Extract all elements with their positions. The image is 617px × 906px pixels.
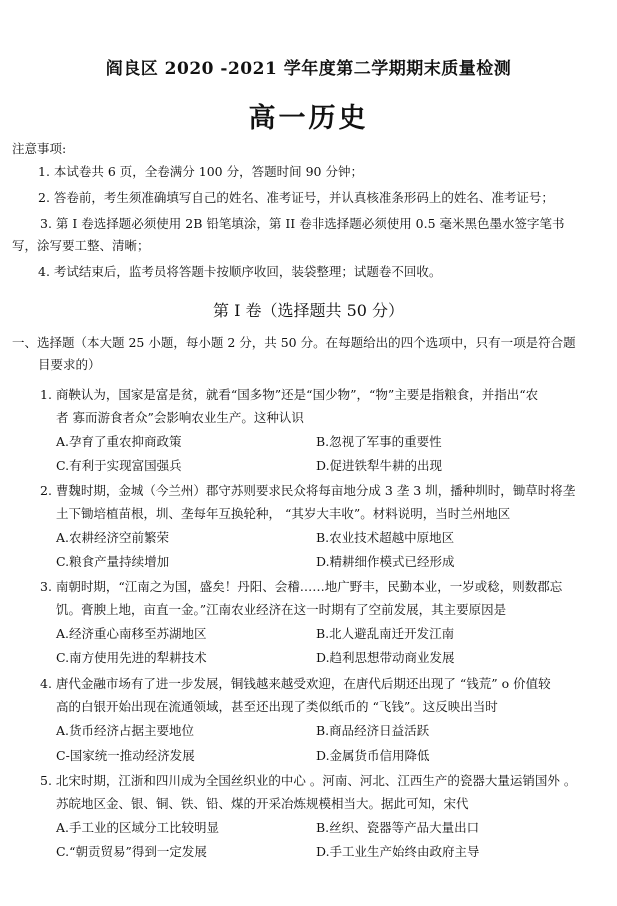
note-item: 4. 考试结束后，监考员将答题卡按顺序收回，装袋整理；试题卷不回收。	[38, 264, 442, 279]
section-intro-continued: 目要求的）	[38, 357, 101, 372]
question-1-option-a: A.孕育了重农抑商政策	[56, 434, 182, 449]
question-4-option-c: C-国家统一推动经济发展	[56, 748, 195, 763]
question-3-option-c: C.南方使用先进的犁耕技术	[56, 650, 207, 665]
question-3-option-a: A.经济重心南移至苏湖地区	[56, 626, 207, 641]
question-1-option-c: C.有利于实现富国强兵	[56, 458, 182, 473]
question-3-stem: 3. 南朝时期，“江南之为国，盛矣！丹阳、会稽……地广野丰，民勤本业，一岁或稔，则数郡忘	[40, 579, 563, 594]
subject-title: 高一历史	[248, 103, 369, 134]
question-4-stem: 4. 唐代金融市场有了进一步发展，铜钱越来越受欢迎，在唐代后期还出现了 “钱荒” o 价值较	[40, 676, 551, 691]
section-intro: 一、选择题（本大题 25 小题，每小题 2 分，共 50 分。在每题给出的四个选项中，只有一项是符合题	[12, 335, 576, 350]
question-5-stem-continued: 苏皖地区金、银、铜、铁、铅、煤的开采冶炼规模相当大。据此可知，宋代	[56, 796, 469, 811]
question-1-option-b: B.忽视了军事的重要性	[316, 434, 442, 449]
question-1-option-d: D.促进铁犁牛耕的出现	[316, 458, 443, 473]
exam-title: 阎良区 2020 -2021 学年度第二学期期末质量检测	[105, 59, 512, 79]
question-5-option-c: C.“朝贡贸易”得到一定发展	[56, 844, 207, 859]
question-4-stem-continued: 高的白银开始出现在流通领域，甚至还出现了类似纸币的 “飞钱”。这反映出当时	[56, 699, 498, 714]
note-item: 2. 答卷前，考生须准确填写自己的姓名、准考证号，并认真核准条形码上的姓名、准考证号；	[38, 190, 554, 205]
note-item: 3. 第 I 卷选择题必须使用 2B 铅笔填涂，第 II 卷非选择题必须使用 0.5 毫米黑色墨水签字笔书	[40, 216, 565, 231]
question-1-stem-continued: 者 寡而游食者众”会影响农业生产。这种认识	[56, 410, 304, 425]
notes-heading: 注意事项:	[12, 141, 67, 156]
section-title: 第 I 卷（选择题共 50 分）	[212, 301, 405, 320]
question-4-option-b: B.商品经济日益活跃	[316, 723, 430, 738]
question-2-stem-continued: 土下锄培植苗根，圳、垄每年互换轮种， “其岁大丰收”。材料说明，当时兰州地区	[56, 506, 511, 521]
question-2-option-d: D.精耕细作模式已经形成	[316, 554, 455, 569]
question-3-option-d: D.趋利思想带动商业发展	[316, 650, 455, 665]
question-2-option-a: A.农耕经济空前繁荣	[56, 530, 170, 545]
question-5-stem: 5. 北宋时期，江浙和四川成为全国丝织业的中心 。河南、河北、江西生产的瓷器大量运销国外 。	[40, 773, 577, 788]
note-item-continued: 写，涂写要工整、清晰；	[12, 238, 150, 253]
question-3-stem-continued: 饥。膏腴上地，亩直一金。”江南农业经济在这一时期有了空前发展，其主要原因是	[56, 602, 507, 617]
question-3-option-b: B.北人避乱南迁开发江南	[316, 626, 455, 641]
question-5-option-b: B.丝织、瓷器等产品大量出口	[316, 820, 480, 835]
question-4-option-a: A.货币经济占据主要地位	[56, 723, 195, 738]
question-2-stem: 2. 曹魏时期，金城（今兰州）郡守苏则要求民众将每亩地分成 3 垄 3 圳，播种圳时，锄草时将垄	[40, 483, 576, 498]
question-2-option-c: C.粮食产量持续增加	[56, 554, 170, 569]
question-1-stem: 1. 商鞅认为，国家是富是贫，就看“国多物”还是“国少物”，“物”主要是指粮食，并指出“农	[40, 387, 539, 402]
note-item: 1. 本试卷共 6 页，全卷满分 100 分，答题时间 90 分钟；	[38, 164, 363, 179]
question-2-option-b: B.农业技术超越中原地区	[316, 530, 455, 545]
question-5-option-d: D.手工业生产始终由政府主导	[316, 844, 480, 859]
question-5-option-a: A.手工业的区域分工比较明显	[56, 820, 220, 835]
question-4-option-d: D.金属货币信用降低	[316, 748, 430, 763]
